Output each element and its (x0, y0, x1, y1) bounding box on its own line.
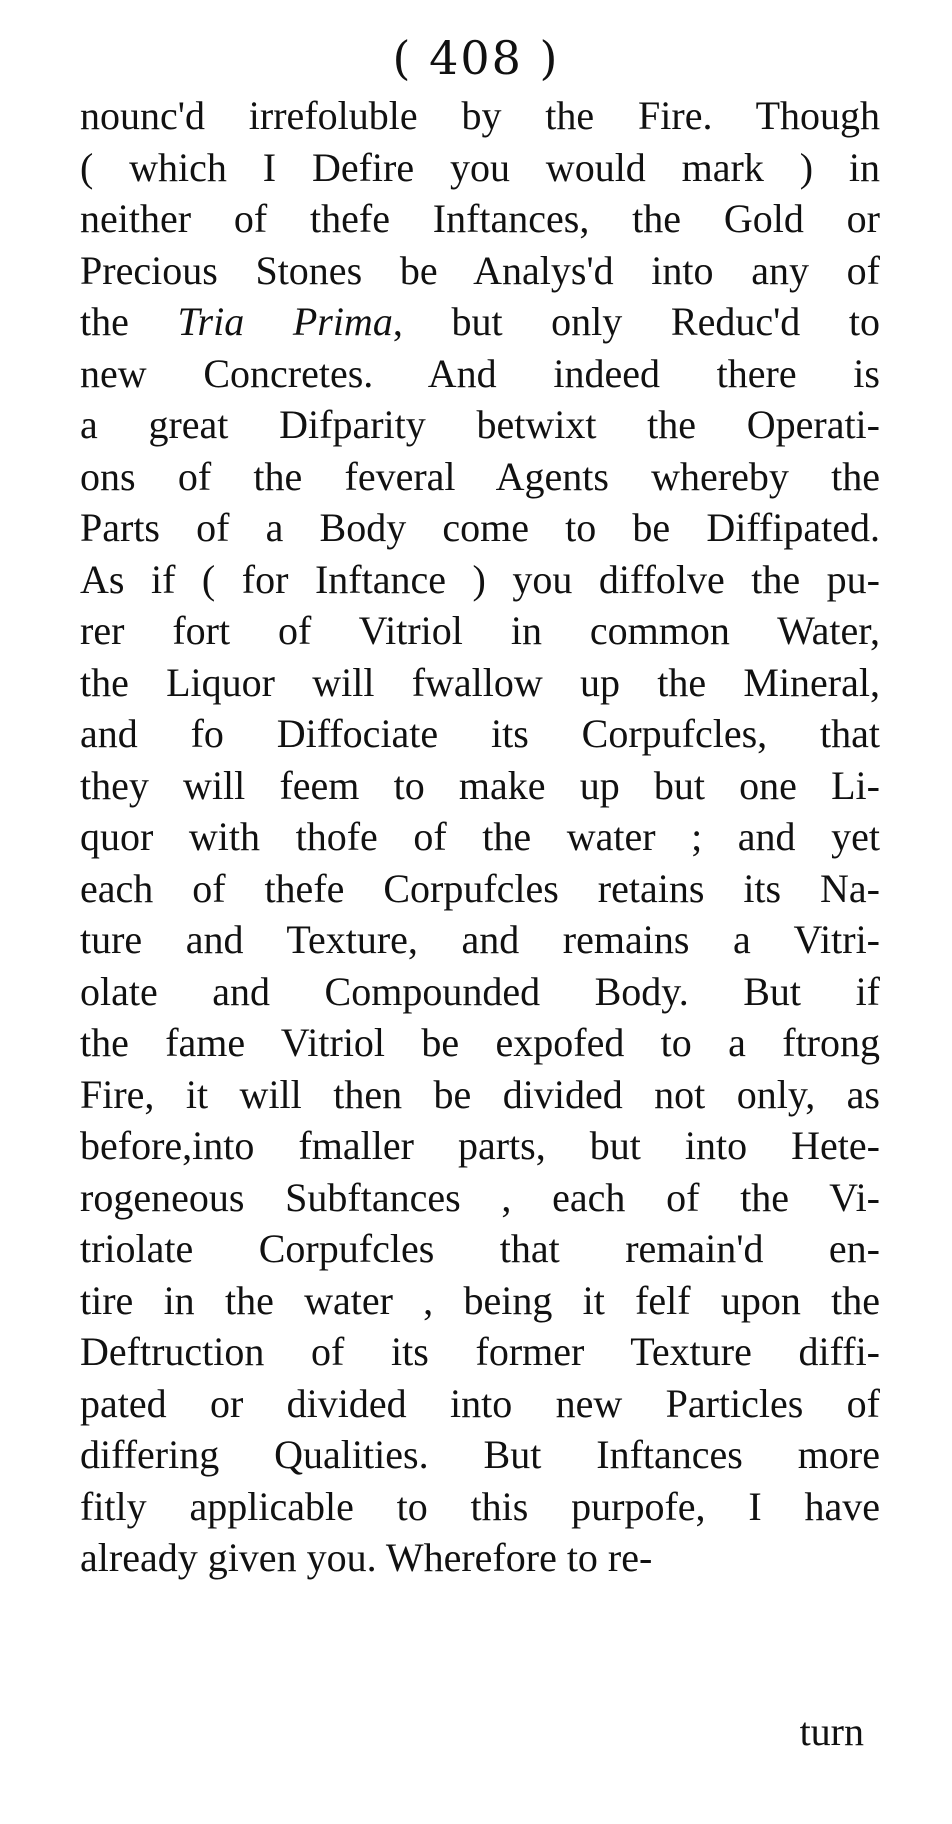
italic-phrase: Tria Prima (177, 299, 393, 344)
text-line: differing Qualities. But Inftances more (80, 1432, 880, 1477)
text-line: rogeneous Subftances , each of the Vi- (80, 1174, 880, 1220)
text-line: olate and Compounded Body. But if (80, 968, 880, 1014)
text-line: new Concretes. And indeed there is (80, 350, 880, 396)
text-line: and fo Diffociate its Corpufcles, that (80, 711, 880, 756)
text-line: pated or divided into new Particles of (80, 1380, 880, 1426)
text-line: quor with thofe of the water ; and yet (80, 814, 880, 859)
body-text (80, 90, 880, 1584)
text-line: Deftruction of its former Texture diffi- (80, 1329, 880, 1374)
text-line: tire in the water , being it felf upon the (80, 1277, 880, 1323)
text-line: Fire, it will then be divided not only, as (80, 1071, 880, 1117)
text-line: they will feem to make up but one Li- (80, 762, 880, 808)
text-line: As if ( for Inftance ) you diffolve the pu- (80, 556, 880, 602)
text-line: neither of thefe Inftances, the Gold or (80, 196, 880, 241)
text-line: ( which I Defire you would mark ) in (80, 144, 880, 190)
text-line: Precious Stones be Analys'd into any of (80, 247, 880, 293)
text-line: the fame Vitriol be expofed to a ftrong (80, 1020, 880, 1065)
text-line: the Tria Prima, but only Reduc'd to (80, 299, 881, 344)
text-line: rer fort of Vitriol in common Water, (80, 608, 880, 653)
text-line: nounc'd irrefoluble by the Fire. Though (80, 93, 880, 138)
text-line: triolate Corpufcles that remain'd en- (80, 1226, 880, 1271)
text-line: a great Difparity betwixt the Operati- (80, 402, 880, 447)
page-number: ( 408 ) (392, 31, 560, 85)
catchword: turn (799, 1709, 864, 1754)
text-line: Parts of a Body come to be Diffipated. (80, 505, 880, 550)
text-line: before,into fmaller parts, but into Hete- (80, 1123, 880, 1168)
text-line: ons of the feveral Agents whereby the (80, 453, 880, 499)
text-line: already given you. Wherefore to re- (80, 1535, 653, 1580)
text-line: each of thefe Corpufcles retains its Na- (80, 865, 880, 911)
text-line: fitly applicable to this purpofe, I have (80, 1483, 880, 1529)
text-line: the Liquor will fwallow up the Mineral, (80, 659, 880, 705)
text-line: ture and Texture, and remains a Vitri- (80, 917, 880, 962)
